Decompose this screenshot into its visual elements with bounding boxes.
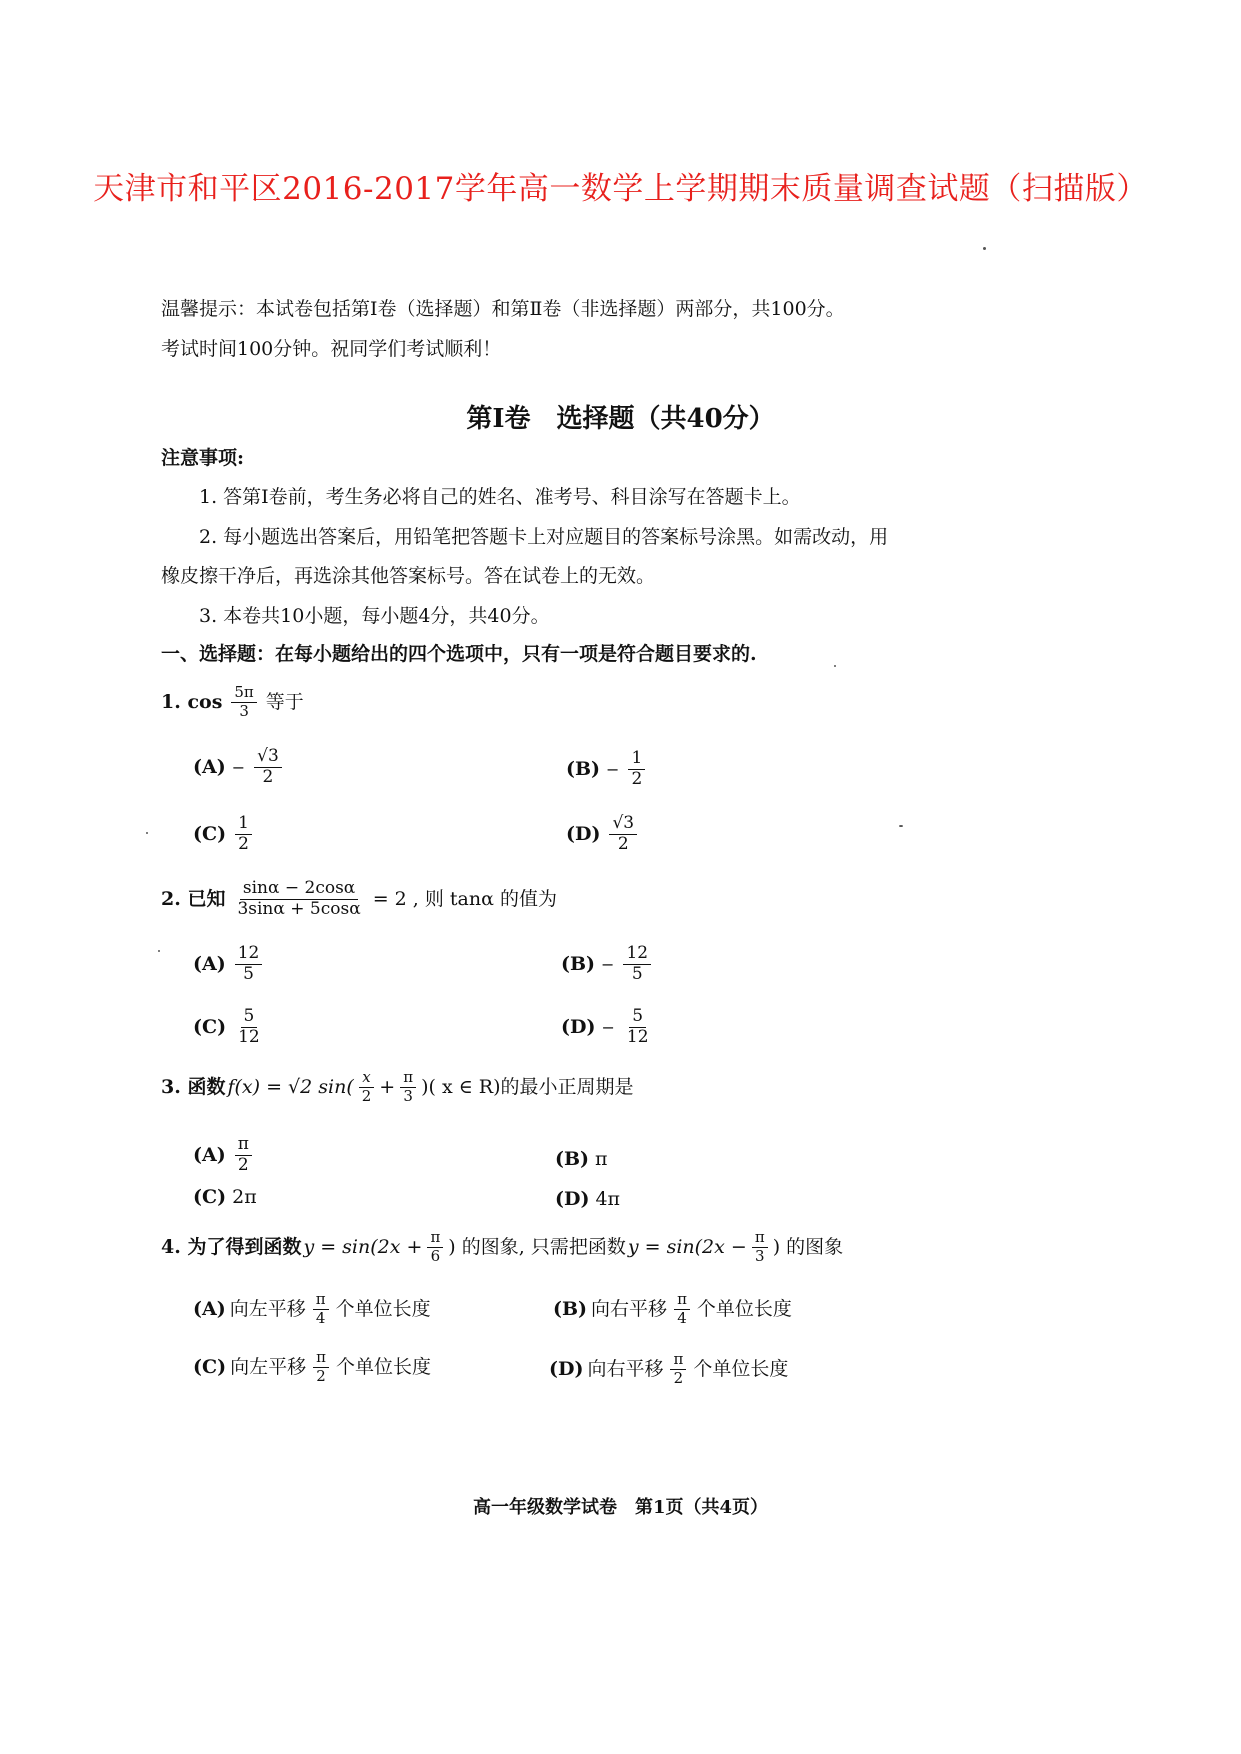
notice-line-1: 温馨提示：本试卷包括第Ⅰ卷（选择题）和第Ⅱ卷（非选择题）两部分，共100分。 [161, 298, 845, 320]
document-title: 天津市和平区2016-2017学年高一数学上学期期末质量调查试题（扫描版） [93, 171, 1148, 207]
q1-a-fraction: $\frac{√3}{2}$ [254, 748, 282, 787]
question-2: 2. 已知 $\frac{\sin\alpha - 2\cos\alpha}{3\sin\alpha + 5\cos\alpha}$ = 2 , 则 tanα 的值为 [161, 878, 557, 919]
q2-option-d: (D) − $\frac{5}{12}$ [561, 1006, 649, 1047]
q1-option-d: (D) $\frac{√3}{2}$ [566, 815, 640, 854]
q3-option-c: (C) 2π [193, 1186, 257, 1208]
note-2a: 2. 每小题选出答案后，用铅笔把答题卡上对应题目的答案标号涂黑。如需改动，用 [199, 526, 889, 548]
q1-b-fraction: $\frac{1}{2}$ [628, 750, 645, 789]
part-heading: 一、选择题：在每小题给出的四个选项中，只有一项是符合题目要求的. [161, 643, 757, 665]
q1-option-a: (A) − $\frac{√3}{2}$ [193, 748, 285, 787]
scan-speck [158, 950, 160, 952]
q3-option-d: (D) 4π [555, 1188, 621, 1210]
question-3: 3. 函数 f(x) = √2 sin( $\frac{x}{2}$ + $\frac{\pi}{3}$ )( x ∈ R)的最小正周期是 [161, 1068, 634, 1105]
notes-heading: 注意事项: [161, 447, 245, 469]
q3-option-a: (A) $\frac{\pi}{2}$ [193, 1136, 255, 1175]
q2-option-b: (B) − $\frac{12}{5}$ [561, 945, 654, 984]
q1-suffix: 等于 [265, 690, 304, 713]
question-1 [161, 685, 304, 720]
q1-d-fraction: $\frac{√3}{2}$ [609, 815, 637, 854]
q1-fraction: $\frac{5\pi}{3}$ [231, 685, 256, 720]
note-3: 3. 本卷共10小题，每小题4分，共40分。 [199, 605, 550, 627]
question-4: 4. 为了得到函数 y = sin(2x + $\frac{\pi}{6}$ ) 的图象, 只需把函数 y = sin(2x − $\frac{\pi}{3}$ ) 的图象 [161, 1228, 844, 1265]
q4-option-b: (B) 向右平移 $\frac{\pi}{4}$ 个单位长度 [553, 1290, 792, 1327]
scan-speck [983, 247, 986, 250]
notice-line-2: 考试时间100分钟。祝同学们考试顺利！ [161, 338, 502, 360]
q1-prefix: 1. cos [161, 690, 223, 713]
scan-speck [146, 832, 148, 834]
q2-option-c: (C) $\frac{5}{12}$ [193, 1006, 260, 1047]
section-title: 第Ⅰ卷 选择题（共40分） [466, 404, 775, 434]
scan-speck [899, 825, 903, 827]
q1-option-b: (B) − $\frac{1}{2}$ [566, 750, 648, 789]
q1-option-c: (C) $\frac{1}{2}$ [193, 815, 255, 854]
q1-c-fraction: $\frac{1}{2}$ [235, 815, 252, 854]
q2-option-a: (A) $\frac{12}{5}$ [193, 945, 265, 984]
q2-fraction: $\frac{\sin\alpha - 2\cos\alpha}{3\sin\alpha + 5\cos\alpha}$ [237, 878, 361, 919]
page-footer: 高一年级数学试卷 第1页（共4页） [472, 1497, 769, 1518]
note-1: 1. 答第Ⅰ卷前，考生务必将自己的姓名、准考号、科目涂写在答题卡上。 [199, 486, 801, 508]
scan-speck [834, 665, 836, 667]
q3-option-b: (B) π [555, 1148, 608, 1170]
q4-option-a: (A) 向左平移 $\frac{\pi}{4}$ 个单位长度 [193, 1290, 431, 1327]
note-2b: 橡皮擦干净后，再选涂其他答案标号。答在试卷上的无效。 [161, 565, 656, 587]
q4-option-d: (D) 向右平移 $\frac{\pi}{2}$ 个单位长度 [549, 1350, 789, 1387]
q4-option-c: (C) 向左平移 $\frac{\pi}{2}$ 个单位长度 [193, 1348, 431, 1385]
